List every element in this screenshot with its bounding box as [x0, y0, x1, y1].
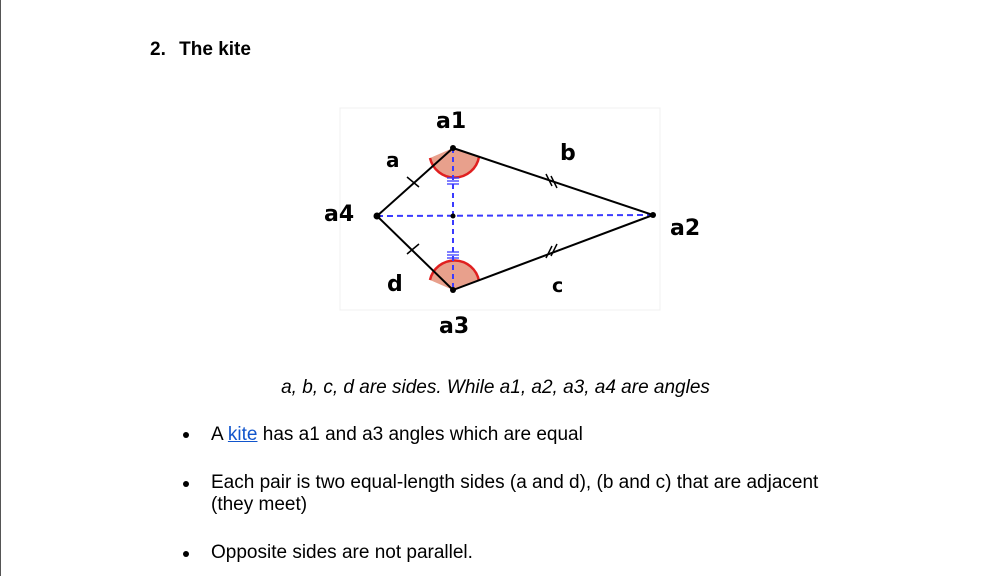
diagram-caption: a, b, c, d are sides. While a1, a2, a3, a4 are angles [281, 377, 710, 398]
bullet-marker [180, 548, 192, 560]
kite-link[interactable]: kite [227, 424, 258, 445]
page-left-border [0, 0, 1, 576]
list-item [211, 472, 871, 516]
list-item-line: (they meet) [211, 494, 308, 515]
label-side-d: d [387, 272, 403, 297]
label-a3: a3 [439, 314, 470, 339]
list-item [211, 424, 871, 446]
section-heading [150, 39, 251, 61]
vertex-a2 [650, 212, 656, 218]
label-side-a: a [386, 148, 400, 172]
label-side-c: c [552, 275, 564, 297]
kite-diagram [300, 100, 700, 350]
label-a4: a4 [324, 202, 355, 227]
list-item-line: Each pair is two equal-length sides (a and d), (b and c) that are adjacent [211, 472, 819, 493]
bullet-marker [180, 478, 192, 490]
label-a1: a1 [436, 109, 467, 134]
list-item: Opposite sides are not parallel. [211, 542, 473, 563]
vertex-a3 [450, 287, 456, 293]
kite-svg [300, 100, 700, 350]
label-a2: a2 [670, 216, 700, 241]
center-point [451, 214, 456, 219]
list-item-suffix: has a1 and a3 angles which are equal [257, 424, 583, 445]
label-side-b: b [560, 141, 576, 166]
vertex-a4 [374, 213, 381, 220]
vertex-a1 [450, 145, 456, 151]
section-number: 2. [150, 39, 166, 60]
list-item-prefix: A [211, 424, 228, 445]
section-title: The kite [179, 39, 251, 60]
bullet-marker [180, 429, 192, 441]
